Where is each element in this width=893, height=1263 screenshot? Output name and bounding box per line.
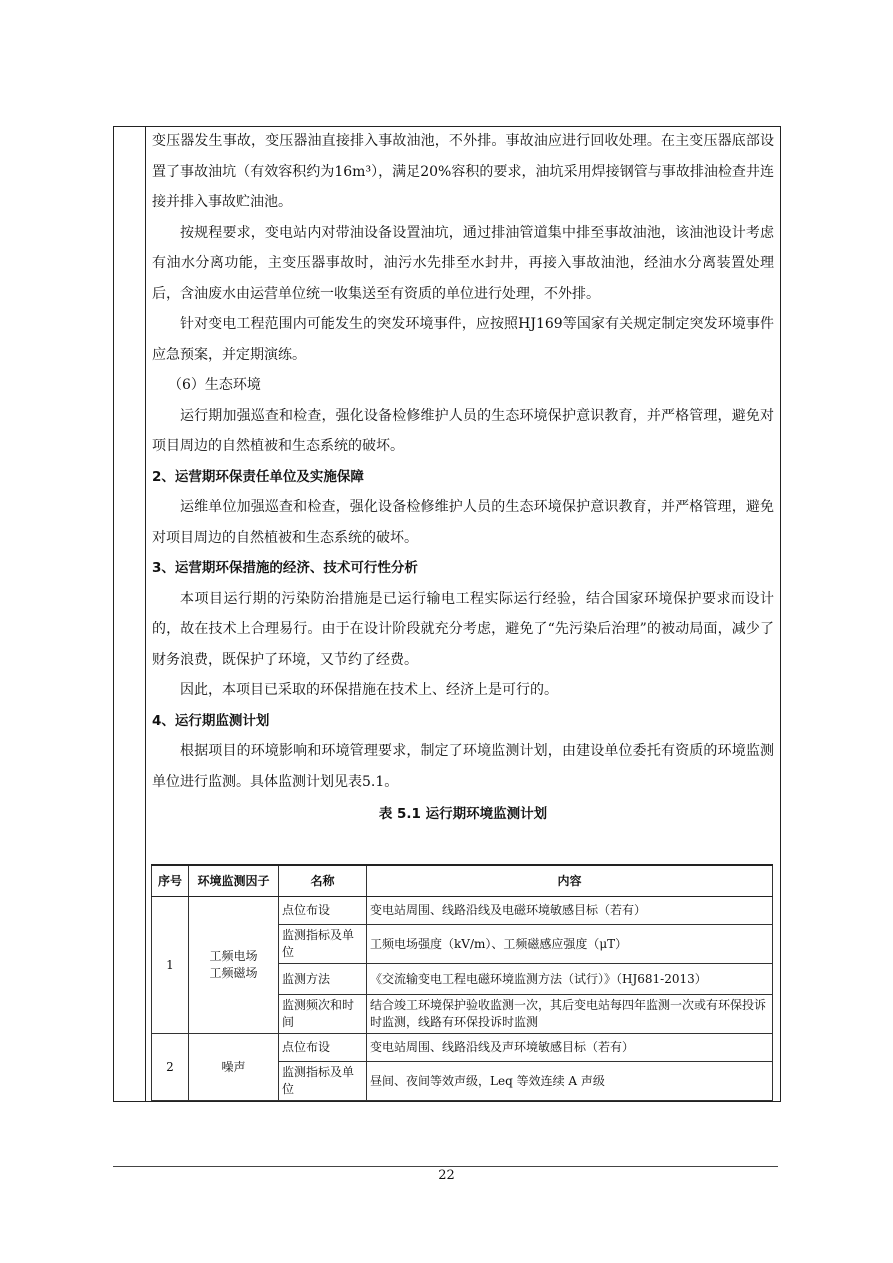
section-heading: 4、运行期监测计划 — [152, 712, 270, 729]
table-caption: 表 5.1 运行期环境监测计划 — [378, 806, 548, 822]
frame-column-divider — [145, 126, 146, 1102]
monitoring-factor: 噪声 — [189, 1034, 279, 1101]
item-content: 变电站周围、线路沿线及声环境敏感目标（若有） — [367, 1034, 773, 1062]
paragraph: 根据项目的环境影响和环境管理要求，制定了环境监测计划，由建设单位委托有资质的环境监测单位进行监测。具体监测计划见表5.1。 — [152, 743, 774, 790]
item-content: 结合竣工环境保护验收监测一次，其后变电站每四年监测一次或有环保投诉时监测，线路有环保投诉时监测 — [367, 995, 773, 1034]
table-row — [152, 897, 773, 925]
item-name: 点位布设 — [279, 897, 367, 925]
header-cell: 环境监测因子 — [189, 865, 279, 897]
monitoring-factor: 工频电场 工频磁场 — [189, 897, 279, 1034]
paragraph: 变压器发生事故，变压器油直接排入事故油池，不外排。事故油应进行回收处理。在主变压器底部设置了事故油坑（有效容积约为16m³），满足20%容积的要求，油坑采用焊接钢管与事故排油检查井连接并排入事故贮油池。 — [152, 133, 774, 210]
section-heading: 2、运营期环保责任单位及实施保障 — [152, 468, 364, 485]
row-number: 2 — [152, 1034, 189, 1101]
paragraph: 本项目运行期的污染防治措施是已运行输电工程实际运行经验，结合国家环境保护要求而设计的，故在技术上合理易行。由于在设计阶段就充分考虑，避免了“先污染后治理”的被动局面，减少了财务浪费，既保护了环境，又节约了经费。 — [152, 590, 774, 668]
paragraph: 按规程要求，变电站内对带油设备设置油坑，通过排油管道集中排至事故油池，该油池设计考虑有油水分离功能，主变压器事故时，油污水先排至水封井，再接入事故油池，经油水分离装置处理后，含油废水由运营单位统一收集送至有资质的单位进行处理，不外排。 — [152, 224, 774, 302]
table-header-row — [152, 865, 773, 897]
header-cell: 序号 — [152, 865, 189, 897]
item-name: 监测指标及单位 — [279, 925, 367, 964]
paragraph: 针对变电工程范围内可能发生的突发环境事件，应按照HJ169等国家有关规定制定突发环境事件应急预案，并定期演练。 — [152, 316, 774, 363]
document-body — [152, 126, 774, 831]
item-name: 监测频次和时间 — [279, 995, 367, 1034]
page-number: 22 — [438, 1168, 455, 1183]
footer-divider — [113, 1166, 778, 1167]
row-number: 1 — [152, 897, 189, 1034]
paragraph: 运行期加强巡查和检查，强化设备检修维护人员的生态环境保护意识教育，并严格管理，避免对项目周边的自然植被和生态系统的破坏。 — [152, 407, 774, 454]
item-content: 变电站周围、线路沿线及电磁环境敏感目标（若有） — [367, 897, 773, 925]
item-name: 点位布设 — [279, 1034, 367, 1062]
item-name: 监测指标及单位 — [279, 1062, 367, 1101]
item-content: 昼间、夜间等效声级，Leq 等效连续 A 声级 — [367, 1062, 773, 1101]
table-row — [152, 1034, 773, 1062]
item-name: 监测方法 — [279, 964, 367, 995]
header-cell: 名称 — [279, 865, 367, 897]
section-heading: 3、运营期环保措施的经济、技术可行性分析 — [152, 560, 418, 576]
header-cell: 内容 — [367, 865, 773, 897]
monitoring-plan-table — [151, 864, 773, 1101]
paragraph: 因此，本项目已采取的环保措施在技术上、经济上是可行的。 — [180, 682, 558, 698]
item-content: 《交流输变电工程电磁环境监测方法（试行）》（HJ681-2013） — [367, 964, 773, 995]
paragraph: 运维单位加强巡查和检查，强化设备检修维护人员的生态环境保护意识教育，并严格管理，避免对项目周边的自然植被和生态系统的破坏。 — [152, 499, 774, 546]
item-content: 工频电场强度（kV/m）、工频磁感应强度（μT） — [367, 925, 773, 964]
subsection-title: （6）生态环境 — [168, 377, 261, 393]
